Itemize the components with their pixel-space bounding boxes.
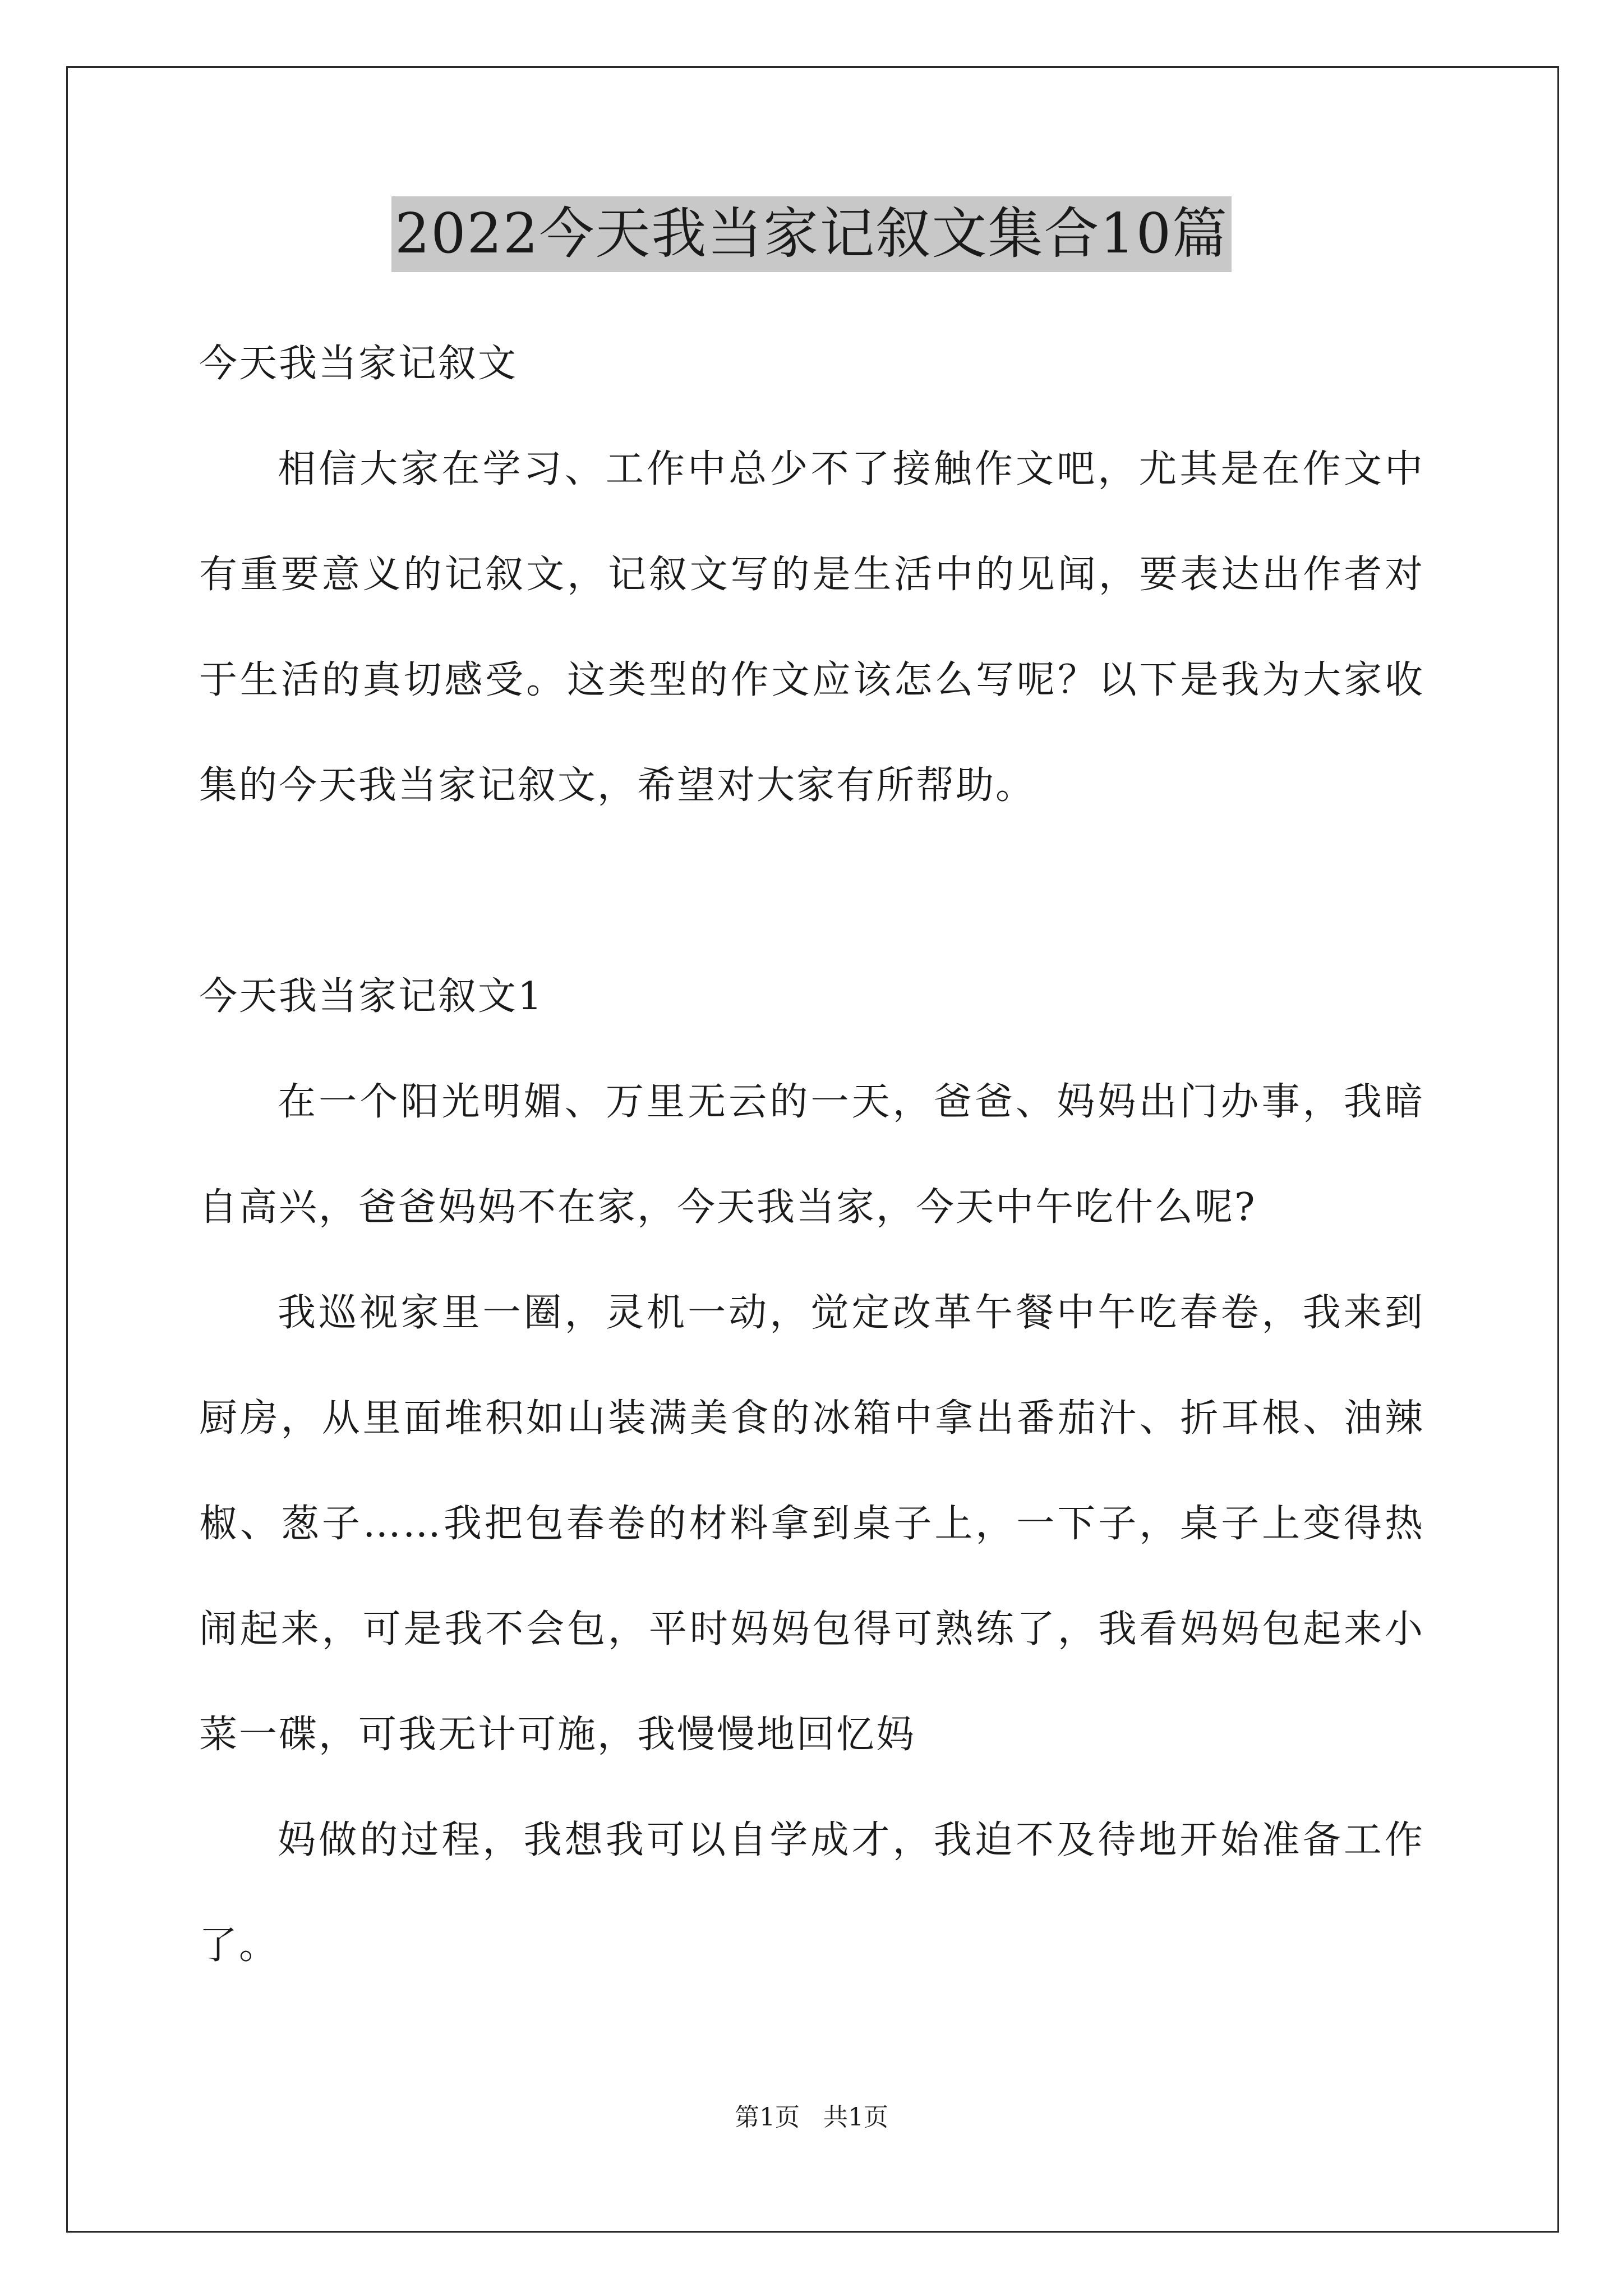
document-body: [199, 311, 1424, 1999]
section-1-paragraph: 妈做的过程，我想我可以自学成才，我迫不及待地开始准备工作了。: [199, 1818, 1424, 1968]
section-spacer: [199, 839, 1424, 944]
title-container: [0, 196, 1623, 272]
section-1-heading: 今天我当家记叙文1: [199, 974, 544, 1019]
section-1-paragraph: 我巡视家里一圈，灵机一动，觉定改革午餐中午吃春卷，我来到厨房，从里面堆积如山装满美食的冰箱中拿出番茄汁、折耳根、油辣椒、葱子……我把包春卷的材料拿到桌子上，一下子，桌子上变得热闹起来，可是我不会包，平时妈妈包得可熟练了，我看妈妈包起来小菜一碟，可我无计可施，我慢慢地回忆妈: [199, 1291, 1424, 1757]
page-footer: [0, 2101, 1623, 2134]
document-title: 2022今天我当家记叙文集合10篇: [391, 196, 1232, 272]
intro-paragraph: 相信大家在学习、工作中总少不了接触作文吧，尤其是在作文中有重要意义的记叙文，记叙文写的是生活中的见闻，要表达出作者对于生活的真切感受。这类型的作文应该怎么写呢？以下是我为大家收集的今天我当家记叙文，希望对大家有所帮助。: [199, 447, 1424, 808]
intro-heading: 今天我当家记叙文: [199, 342, 518, 386]
page-number-label: 第1页 共1页: [735, 2103, 888, 2132]
section-1-paragraph: 在一个阳光明媚、万里无云的一天，爸爸、妈妈出门办事，我暗自高兴，爸爸妈妈不在家，今天我当家，今天中午吃什么呢?: [199, 1080, 1424, 1230]
